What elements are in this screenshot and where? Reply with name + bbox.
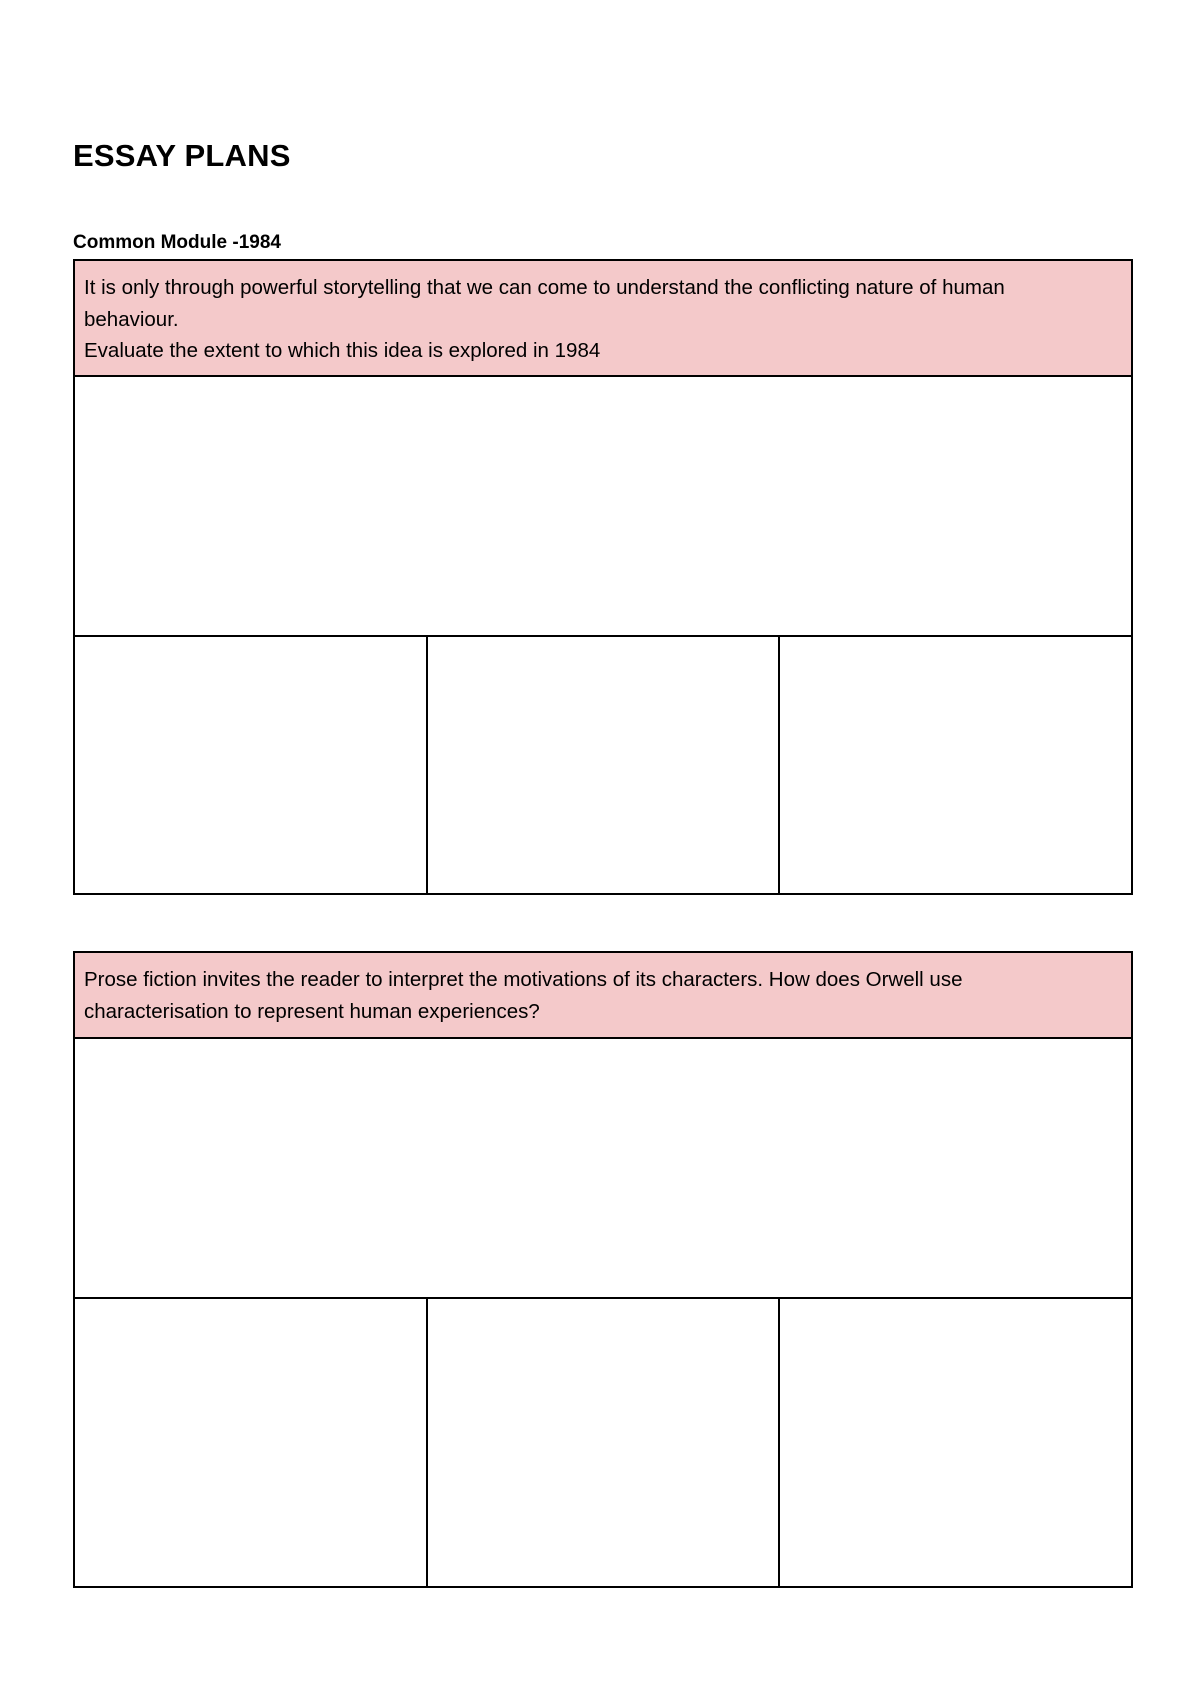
essay-question-line: It is only through powerful storytelling that we can come to understand the conflicting nature of human [84,276,1005,299]
essay-question-line: Evaluate the extent to which this idea is explored in 1984 [84,339,601,362]
body-paragraphs-row [75,637,1131,893]
introduction-box[interactable] [75,377,1131,637]
body-paragraphs-row [75,1299,1131,1586]
body-paragraph-box-2[interactable] [426,1299,779,1586]
essay-question [75,953,1131,1039]
section-label: Common Module -1984 [73,232,281,253]
essay-question-line: behaviour. [84,307,179,331]
body-paragraph-box-2[interactable] [426,637,779,893]
body-paragraph-box-1[interactable] [75,637,426,893]
essay-question [75,261,1131,377]
page-title: ESSAY PLANS [73,138,291,173]
body-paragraph-box-3[interactable] [778,1299,1131,1586]
essay-question-line: characterisation to represent human experiences? [84,999,540,1023]
introduction-box[interactable] [75,1039,1131,1299]
essay-plan-2 [73,951,1133,1588]
body-paragraph-box-3[interactable] [778,637,1131,893]
essay-plan-1 [73,259,1133,895]
body-paragraph-box-1[interactable] [75,1299,426,1586]
essay-question-line: Prose fiction invites the reader to interpret the motivations of its characters. How does Orwell use [84,968,963,991]
